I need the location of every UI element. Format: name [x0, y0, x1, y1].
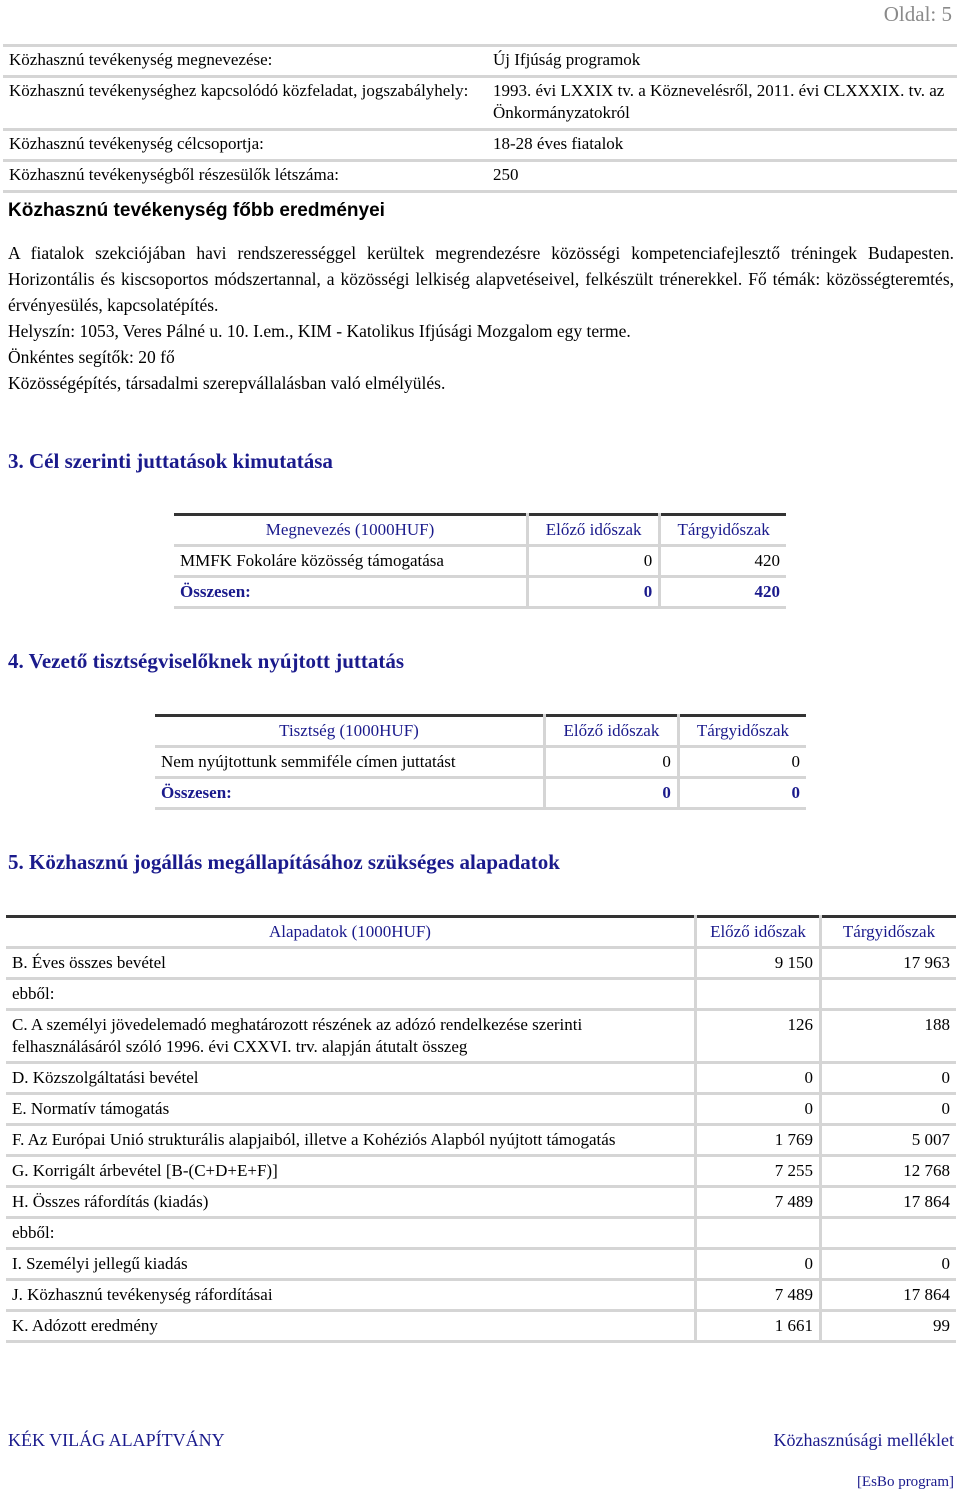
table-row: [6, 1156, 956, 1187]
row-name: K. Adózott eredmény: [6, 1311, 696, 1342]
row-prev: 1 769: [696, 1125, 821, 1156]
officers-benefits-table: [155, 714, 806, 810]
row-prev: 7 489: [696, 1187, 821, 1218]
total-label: Összesen:: [174, 577, 528, 608]
total-curr: 0: [678, 778, 806, 809]
results-line: Önkéntes segítők: 20 fő: [8, 347, 175, 367]
table-row: [6, 1125, 956, 1156]
info-value: Új Ifjúság programok: [483, 46, 957, 77]
footer-organization: KÉK VILÁG ALAPÍTVÁNY: [8, 1430, 225, 1450]
results-heading: Közhasznú tevékenység főbb eredményei: [8, 200, 385, 221]
col-header-curr: Tárgyidőszak: [821, 917, 957, 948]
row-name: C. A személyi jövedelemadó meghatározott részének az adózó rendelkezése szerinti felhasználásáról szóló 1996. évi CXXVI. trv. alapján átutalt összeg: [6, 1010, 696, 1063]
row-name: MMFK Fokoláre közösség támogatása: [174, 546, 528, 577]
row-prev: 0: [528, 546, 660, 577]
row-curr: 0: [821, 1063, 957, 1094]
info-row: [3, 77, 957, 130]
row-curr: 99: [821, 1311, 957, 1342]
table-row: [155, 747, 806, 778]
row-curr: [821, 1218, 957, 1249]
info-value: 250: [483, 161, 957, 192]
benefits-table: [174, 513, 786, 609]
table-row: [6, 1187, 956, 1218]
page-number: Oldal: 5: [883, 2, 952, 26]
info-label: Közhasznú tevékenység megnevezése:: [3, 46, 483, 77]
row-curr: 17 864: [821, 1280, 957, 1311]
row-prev: 126: [696, 1010, 821, 1063]
section3-title: 3. Cél szerinti juttatások kimutatása: [8, 449, 333, 473]
table-row: [6, 1280, 956, 1311]
row-name: Nem nyújtottunk semmiféle címen juttatást: [155, 747, 545, 778]
table-row: [6, 1010, 956, 1063]
results-line: Helyszín: 1053, Veres Pálné u. 10. I.em., KIM - Katolikus Ifjúsági Mozgalom egy terme.: [8, 321, 631, 341]
total-prev: 0: [545, 778, 679, 809]
row-prev: 0: [696, 1094, 821, 1125]
basic-data-table: [6, 915, 956, 1343]
row-prev: 0: [696, 1063, 821, 1094]
table-row: [6, 1249, 956, 1280]
table-row: [174, 546, 786, 577]
col-header-name: Alapadatok (1000HUF): [6, 917, 696, 948]
table-row: [6, 1094, 956, 1125]
table-row: [6, 979, 956, 1010]
results-line: Közösségépítés, társadalmi szerepvállalásban való elmélyülés.: [8, 373, 446, 393]
row-name: I. Személyi jellegű kiadás: [6, 1249, 696, 1280]
total-prev: 0: [528, 577, 660, 608]
row-prev: [696, 1218, 821, 1249]
info-row: [3, 46, 957, 77]
row-prev: 7 489: [696, 1280, 821, 1311]
footer-program: [EsBo program]: [856, 1474, 954, 1490]
info-label: Közhasznú tevékenység célcsoportja:: [3, 130, 483, 161]
row-curr: 0: [821, 1094, 957, 1125]
table-row: [6, 1311, 956, 1342]
col-header-curr: Tárgyidőszak: [660, 515, 786, 546]
total-row: [155, 778, 806, 809]
row-curr: 12 768: [821, 1156, 957, 1187]
col-header-prev: Előző időszak: [528, 515, 660, 546]
table-header-row: [6, 917, 956, 948]
info-value: 18-28 éves fiatalok: [483, 130, 957, 161]
col-header-name: Megnevezés (1000HUF): [174, 515, 528, 546]
section5-title: 5. Közhasznú jogállás megállapításához szükséges alapadatok: [8, 850, 560, 874]
section4-title: 4. Vezető tisztségviselőknek nyújtott juttatás: [8, 649, 405, 673]
row-curr: [821, 979, 957, 1010]
row-curr: 420: [660, 546, 786, 577]
row-curr: 0: [678, 747, 806, 778]
col-header-prev: Előző időszak: [545, 716, 679, 747]
table-header-row: [155, 716, 806, 747]
table-row: [6, 1218, 956, 1249]
row-name: B. Éves összes bevétel: [6, 948, 696, 979]
col-header-name: Tisztség (1000HUF): [155, 716, 545, 747]
footer-document-title: Közhasznúsági melléklet: [773, 1430, 954, 1450]
row-curr: 17 963: [821, 948, 957, 979]
row-name: D. Közszolgáltatási bevétel: [6, 1063, 696, 1094]
row-curr: 0: [821, 1249, 957, 1280]
results-paragraph: A fiatalok szekciójában havi rendszerességgel kerültek megrendezésre közösségi kompetenciafejlesztő tréningek Budapesten. Horizontális és kiscsoportos módszertannal, a közösségi lelkiség alapvetéseivel, felkészült trénerekkel. Fő témák: közösségteremtés, érvényesülés, kapcsolatépítés.: [8, 243, 954, 315]
row-prev: 0: [696, 1249, 821, 1280]
row-name: H. Összes ráfordítás (kiadás): [6, 1187, 696, 1218]
row-prev: 1 661: [696, 1311, 821, 1342]
row-name: F. Az Európai Unió strukturális alapjaiból, illetve a Kohéziós Alapból nyújtott támogatás: [6, 1125, 696, 1156]
results-text: [8, 240, 954, 396]
col-header-prev: Előző időszak: [696, 917, 821, 948]
info-label: Közhasznú tevékenységből részesülők létszáma:: [3, 161, 483, 192]
row-curr: 5 007: [821, 1125, 957, 1156]
total-curr: 420: [660, 577, 786, 608]
info-row: [3, 130, 957, 161]
info-label: Közhasznú tevékenységhez kapcsolódó közfeladat, jogszabályhely:: [3, 77, 483, 130]
row-curr: 188: [821, 1010, 957, 1063]
row-name: J. Közhasznú tevékenység ráfordításai: [6, 1280, 696, 1311]
row-prev: 7 255: [696, 1156, 821, 1187]
total-label: Összesen:: [155, 778, 545, 809]
row-prev: [696, 979, 821, 1010]
info-row: [3, 161, 957, 192]
row-prev: 9 150: [696, 948, 821, 979]
row-curr: 17 864: [821, 1187, 957, 1218]
row-name: G. Korrigált árbevétel [B-(C+D+E+F)]: [6, 1156, 696, 1187]
row-name: ebből:: [6, 1218, 696, 1249]
row-prev: 0: [545, 747, 679, 778]
table-row: [6, 1063, 956, 1094]
total-row: [174, 577, 786, 608]
col-header-curr: Tárgyidőszak: [678, 716, 806, 747]
table-row: [6, 948, 956, 979]
row-name: E. Normatív támogatás: [6, 1094, 696, 1125]
activity-info-table: [3, 44, 957, 193]
row-name: ebből:: [6, 979, 696, 1010]
info-value: 1993. évi LXXIX tv. a Köznevelésről, 2011. évi CLXXXIX. tv. az Önkormányzatokról: [483, 77, 957, 130]
table-header-row: [174, 515, 786, 546]
